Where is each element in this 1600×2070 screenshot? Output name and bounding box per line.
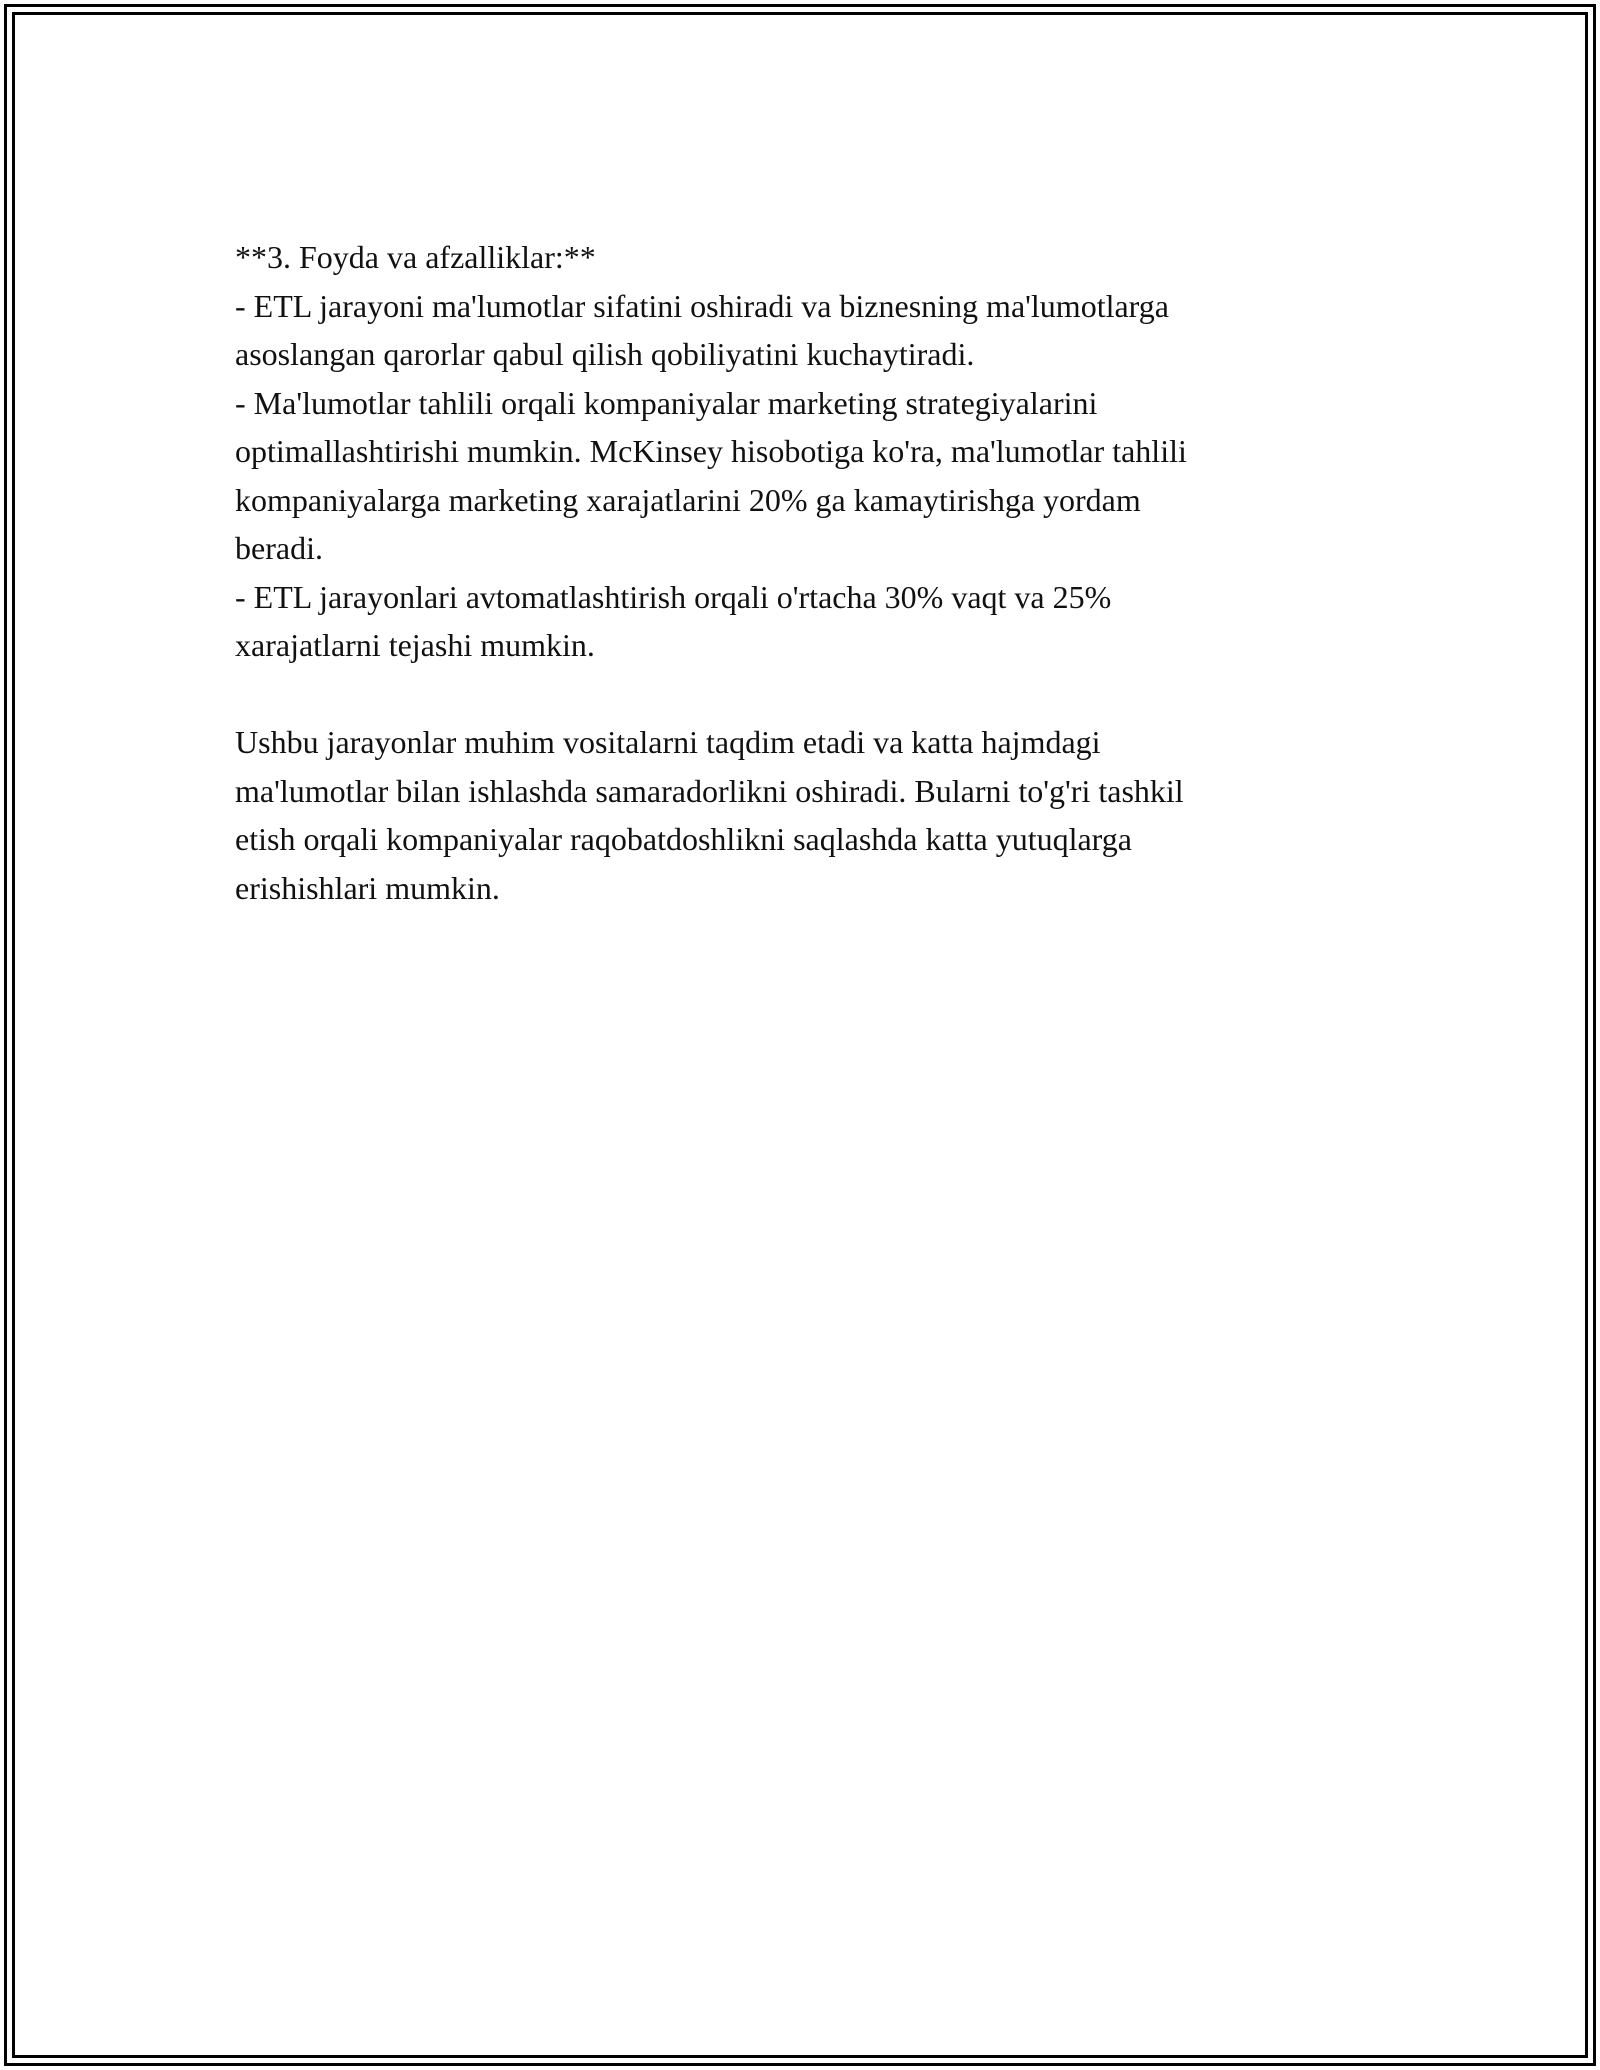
- bullet-item: - ETL jarayonlari avtomatlashtirish orqali o'rtacha 30% vaqt va 25% xarajatlarni tejashi mumkin.: [235, 578, 1112, 663]
- section-heading: **3. Foyda va afzalliklar:**: [235, 239, 596, 275]
- bullet-item: - ETL jarayoni ma'lumotlar sifatini oshiradi va biznesning ma'lumotlarga asoslangan qarorlar qabul qilish qobiliyatini kuchaytiradi.: [235, 287, 1169, 372]
- conclusion-paragraph: Ushbu jarayonlar muhim vositalarni taqdim etadi va katta hajmdagi ma'lumotlar bilan ishlashda samaradorlikni oshiradi. Bularni to'g'ri tashkil etish orqali kompaniyalar raqobatdoshlikni saqlashda katta yutuqlarga erishishlari mumkin.: [235, 724, 1184, 906]
- document-body: [235, 233, 1375, 912]
- bullet-item: - Ma'lumotlar tahlili orqali kompaniyalar marketing strategiyalarini optimallashtirishi mumkin. McKinsey hisobotiga ko'ra, ma'lumotlar tahlili kompaniyalarga marketing xarajatlarini 20% ga kamaytirishga yordam beradi.: [235, 384, 1187, 566]
- paragraph-gap: [235, 670, 1375, 719]
